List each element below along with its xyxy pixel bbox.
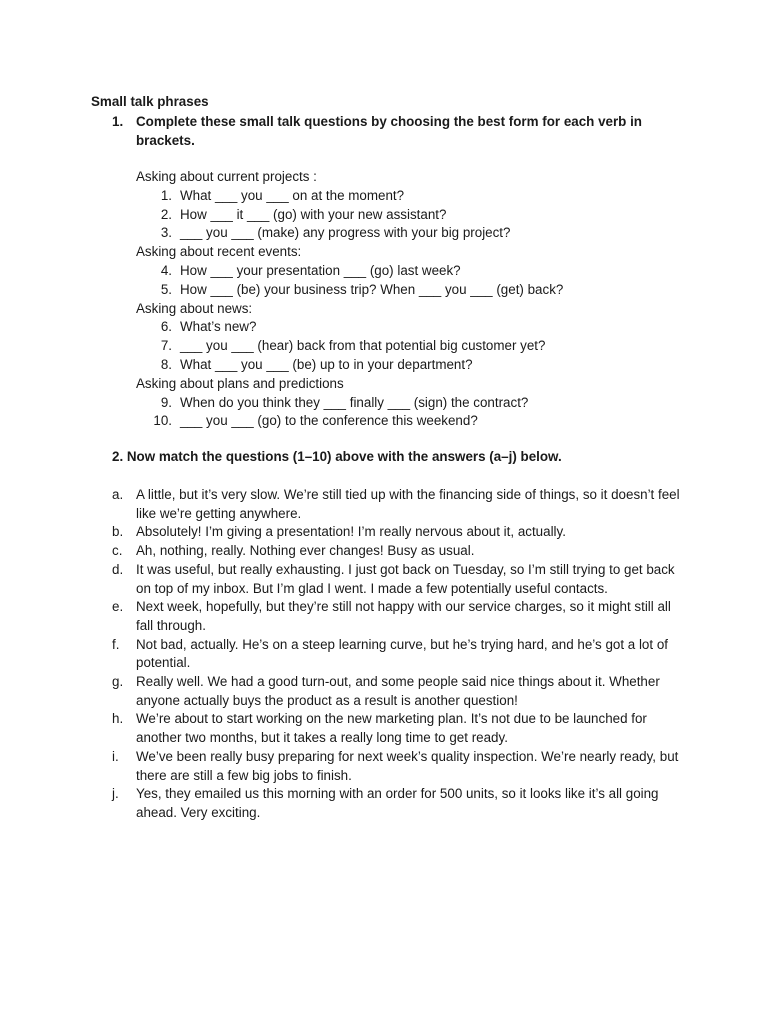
answer-text: Not bad, actually. He’s on a steep learning curve, but he’s trying hard, and he’s got a lot of potential. <box>136 636 668 671</box>
question-number: 9. <box>160 394 172 410</box>
answer-text: Ah, nothing, really. Nothing ever changes! Busy as usual. <box>136 543 475 559</box>
answer-item <box>112 636 682 673</box>
answer-letter: a. <box>112 487 124 502</box>
answer-item <box>112 748 682 785</box>
question-1-instruction <box>112 112 672 150</box>
question-item <box>136 206 696 225</box>
answer-letter: j. <box>112 786 119 802</box>
answer-letter: d. <box>112 561 124 577</box>
question-text: How ___ your presentation ___ (go) last week? <box>180 262 461 278</box>
answer-letter: f. <box>112 636 120 652</box>
answer-item <box>112 673 682 710</box>
question-item <box>136 337 696 356</box>
group-heading: Asking about recent events: <box>136 244 302 260</box>
question-text: How ___ (be) your business trip? When ___ you ___ (get) back? <box>180 281 564 297</box>
question-item <box>136 262 696 281</box>
question-1-number: 1. <box>112 114 124 129</box>
question-number: 7. <box>160 338 172 354</box>
answer-item <box>112 561 682 598</box>
answer-text: Absolutely! I’m giving a presentation! I’m really nervous about it, actually. <box>136 524 566 540</box>
question-number: 6. <box>160 319 172 335</box>
question-number: 3. <box>160 225 172 241</box>
question-text: What’s new? <box>180 319 257 335</box>
question-text: ___ you ___ (hear) back from that potential big customer yet? <box>180 338 546 354</box>
answer-letter: g. <box>112 674 124 690</box>
question-item <box>136 187 696 206</box>
group-heading: Asking about plans and predictions <box>136 375 344 391</box>
answer-letter: c. <box>112 543 123 559</box>
question-item <box>136 318 696 337</box>
question-text: When do you think they ___ finally ___ (sign) the contract? <box>180 394 529 410</box>
answer-letter: e. <box>112 599 124 615</box>
answer-item <box>112 598 682 635</box>
answers-list <box>112 486 682 823</box>
answer-item <box>112 542 682 561</box>
question-text: How ___ it ___ (go) with your new assistant? <box>180 206 447 222</box>
question-item <box>136 412 696 431</box>
answer-letter: b. <box>112 524 124 540</box>
question-text: What ___ you ___ on at the moment? <box>180 187 405 203</box>
question-item <box>136 281 696 300</box>
answer-text: We’ve been really busy preparing for next week’s quality inspection. We’re nearly ready, but there are still a few big jobs to finish. <box>136 748 679 783</box>
question-number: 10. <box>153 413 172 429</box>
question-item <box>136 356 696 375</box>
question-2-instruction: 2. Now match the questions (1–10) above with the answers (a–j) below. <box>112 449 562 464</box>
group-heading: Asking about news: <box>136 300 253 316</box>
answer-letter: h. <box>112 711 124 727</box>
answer-item <box>112 785 682 822</box>
exercise-1 <box>136 168 696 431</box>
question-text: What ___ you ___ (be) up to in your department? <box>180 356 473 372</box>
question-number: 5. <box>160 281 172 297</box>
question-item <box>136 394 696 413</box>
page-title: Small talk phrases <box>91 94 209 109</box>
answer-text: A little, but it’s very slow. We’re still tied up with the financing side of things, so it doesn’t feel like we’re getting anywhere. <box>136 487 680 521</box>
question-number: 1. <box>160 187 172 203</box>
answer-item <box>112 523 682 542</box>
answer-text: We’re about to start working on the new marketing plan. It’s not due to be launched for another two months, but it takes a really long time to get ready. <box>136 711 647 746</box>
answer-item <box>112 710 682 747</box>
question-1-text: Complete these small talk questions by choosing the best form for each verb in brackets. <box>136 114 642 148</box>
answer-text: Next week, hopefully, but they’re still not happy with our service charges, so it might still all fall through. <box>136 599 671 633</box>
question-number: 4. <box>160 262 172 278</box>
question-text: ___ you ___ (make) any progress with your big project? <box>180 225 511 241</box>
question-item <box>136 224 696 243</box>
answer-letter: i. <box>112 748 119 764</box>
group-heading: Asking about current projects : <box>136 169 317 184</box>
question-number: 8. <box>160 356 172 372</box>
answer-text: Really well. We had a good turn-out, and some people said nice things about it. Whether anyone actually buys the product as a result is another question! <box>136 674 660 708</box>
answer-item <box>112 486 682 523</box>
question-text: ___ you ___ (go) to the conference this weekend? <box>180 413 478 429</box>
answer-text: Yes, they emailed us this morning with an order for 500 units, so it looks like it’s all going ahead. Very exciting. <box>136 786 659 820</box>
answer-text: It was useful, but really exhausting. I just got back on Tuesday, so I’m still trying to get back on top of my inbox. But I’m glad I went. I made a few potentially useful contacts. <box>136 561 675 596</box>
question-number: 2. <box>160 206 172 222</box>
